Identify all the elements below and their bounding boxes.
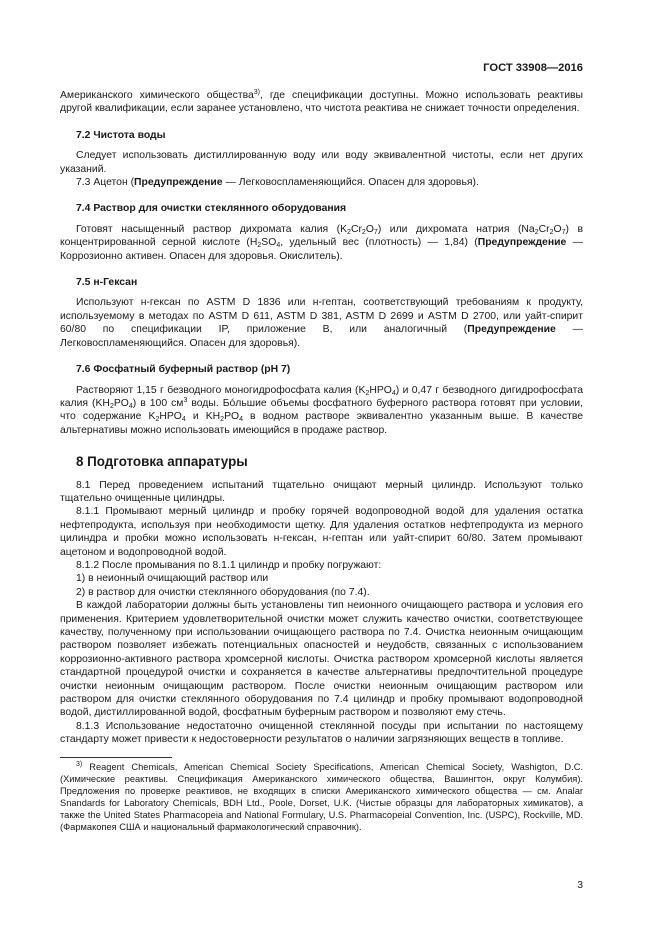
list-item: 2) в раствор для очистки стеклянного оборудования (по 7.4). <box>76 586 370 598</box>
section-8-1-text: 8.1 Перед проведением испытаний тщательно очищают мерный цилиндр. Используют только тщательно очищенные цилиндры. <box>60 479 583 504</box>
section-7-4-text: Готовят насыщенный раствор дихромата калия $(K_2Cr_2O_7)$ или дихромата натрия $(Na_2Cr_2O_7)$ в концентрированной серной кислоте ($H_2SO_4$, удельный вес (плотность) — 1,84) (Предупреждение — Коррозионно активен. Опасен для здоровья. Окислитель). <box>60 223 583 262</box>
section-7-2-title: 7.2 Чистота воды <box>76 129 166 141</box>
footnote-mark: 3) <box>76 760 83 768</box>
section-8-1-3-text: 8.1.3 Использование недостаточно очищенной стеклянной посуды при испытании по настоящему стандарту может привести к недостоверности результатов о наличии загрязняющих веществ в топливе. <box>60 720 583 746</box>
section-8-1-2-text: 8.1.2 После промывания по 8.1.1 цилиндр и пробку погружают: <box>76 559 382 571</box>
section-7-6-title: 7.6 Фосфатный буферный раствор (pH 7) <box>76 364 291 376</box>
section-7-2-text: Следует использовать дистиллированную воду или воду эквивалентной чистоты, если нет других указаний. <box>60 150 583 175</box>
standard-code: ГОСТ 33908—2016 <box>483 62 583 74</box>
section-7-5-text: Используют н-гексан по ASTM D 1836 или н-гептан, соответствующий требованиям к продукту, используемому в методах по ASTM D 611, ASTM D 381, ASTM D 2699 и ASTM D 2700, или уайт-спирит 60/80 по спецификации IP, приложение B, или аналогичный (Предупреждение — Легковоспламеняющийся. Опасен для здоровья). <box>60 297 583 349</box>
section-8-title: 8 Подготовка аппаратуры <box>76 454 248 470</box>
section-7-6-text: Растворяют 1,15 г безводного моногидрофосфата калия $(K_2HPO_4)$ и 0,47 г безводного дигидрофосфата калия $(KH_2PO_4)$ в 100 $см^3$ воды. Бóльшие объемы фосфатного буферного раствора готовят при условии, что содержание $K_2HPO_4$ и $KH_2PO_4$ в водном растворе эквивалентно указанным выше. В качестве альтернативы можно использовать имеющийся в продаже раствор. <box>60 384 584 436</box>
footnote-divider <box>60 757 172 758</box>
document-body <box>60 89 583 833</box>
paragraph-intro: Американского химического общества$^{3)}$, где спецификации доступны. Можно использовать реактивы другой квалификации, если заранее установлено, что чистота реактива не снижает точности определения. <box>60 89 583 115</box>
section-7-4-title: 7.4 Раствор для очистки стеклянного оборудования <box>76 203 347 215</box>
footnote-ref: 3) <box>253 89 261 96</box>
section-8-1-1-text: 8.1.1 Промывают мерный цилиндр и пробку горячей водопроводной водой для удаления остатка нефтепродукта, используя при необходимости щетку. Для удаления остатков нефтепродукта из мерного цилиндра и пробки можно использовать н-гексан, н-гептан или уайт-спирит 60/80. Затем промывают ацетоном и водопроводной водой. <box>60 506 583 558</box>
section-7-5-title: 7.5 н-Гексан <box>76 277 138 289</box>
footnote: $^{3)}$ Reagent Chemicals, American Chemical Society Specifications, American Chemical Society, Washigton, D.C. (Химические реактивы. Спецификация Американского химического общества, Вашингтон, округ Колумбия). Предложения по проверке реактивов, не входящих в списки Американского химического общества — см. Analar Snandards for Laboratory Chemicals, BDH Ltd., Poole, Dorset, U.K. (Чистые образцы для лабораторных химикатов), а также the United States Pharmacopeia and National Formulary, U.S. Pharmacopeial Convention, Inc. (USPC), Rockville, MD. (Фармакопея США и национальный фармакологический справочник). <box>60 760 583 833</box>
section-7-3-text: 7.3 Ацетон (Предупреждение — Легковоспламеняющийся. Опасен для здоровья). <box>76 177 479 189</box>
section-8-1-2-detail: В каждой лаборатории должны быть установлены тип неионного очищающего раствора и условия его применения. Критерием удовлетворительной очистки может служить качество очистки, соответствующее качеству, полученному при использовании очищающего раствора по 7.4. Очистка неионным очищающим раствором позволяет избежать потенциальных опасностей и неудобств, связанных с использованием коррозионно-активного раствора хромсерной кислоты. Очистка раствором хромсерной кислоты является стандартной процедурой очистки и сохраняется в качестве альтернативы предпочтительной процедуре очистки неионным очищающим раствором. После очистки неионным очищающим раствором или раствором для очистки стеклянного оборудования по 7.4 цилиндр и пробку промывают водопроводной водой, дистиллированной водой, фосфатным буферным раствором и позволяют ему стечь. <box>60 600 583 719</box>
page-number: 3 <box>577 880 583 891</box>
list-item: 1) в неионный очищающий раствор или <box>76 573 269 585</box>
